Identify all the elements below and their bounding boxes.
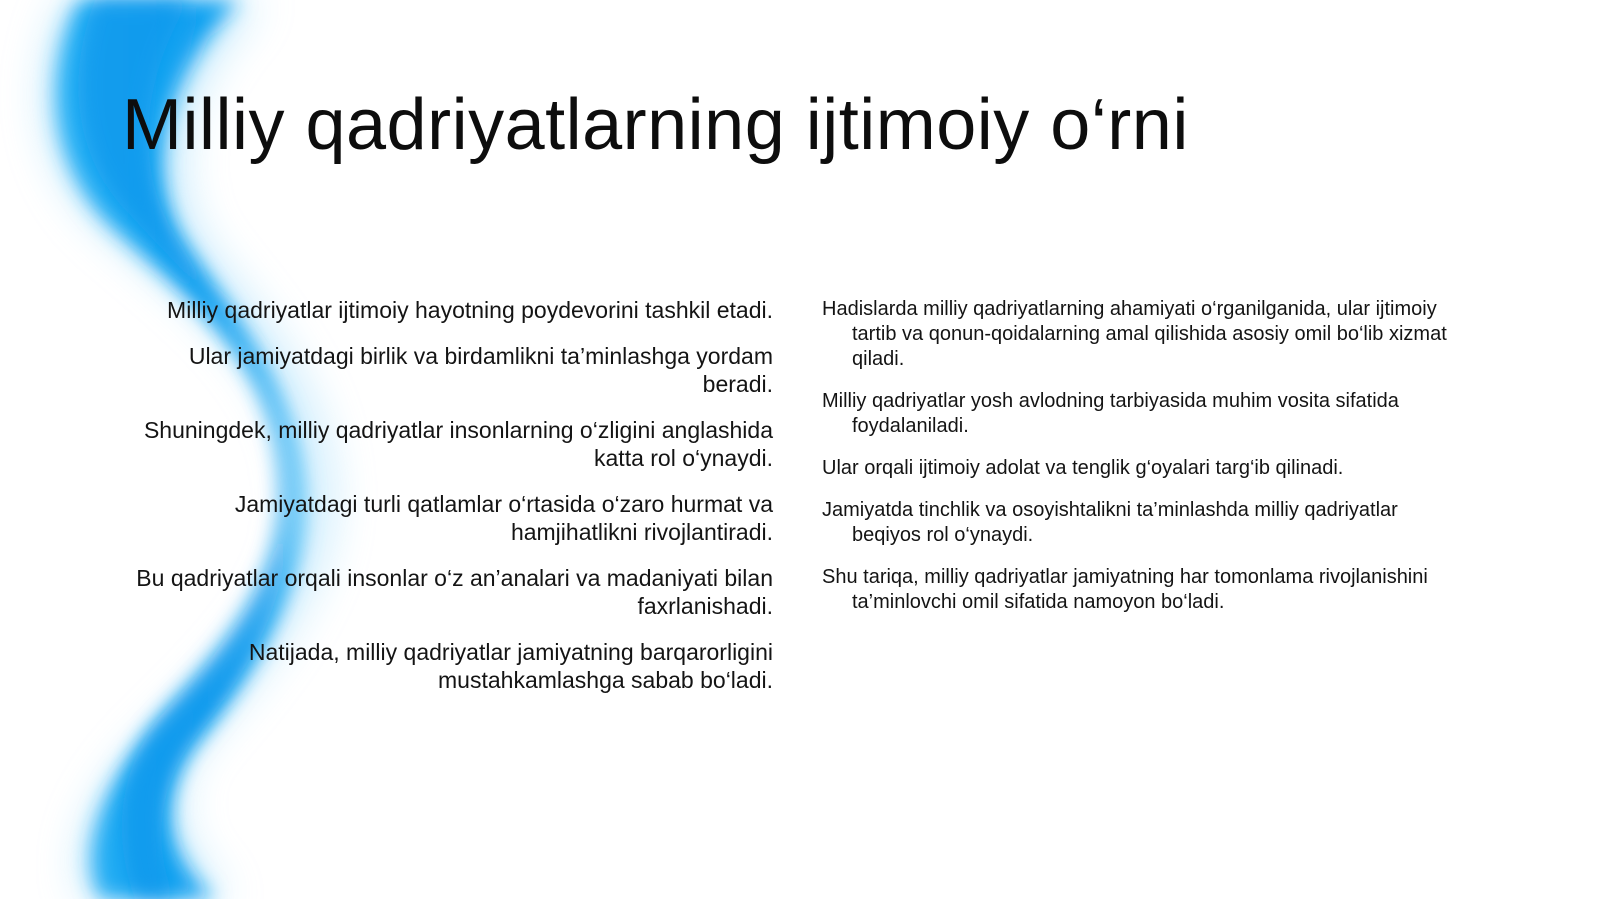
right-bullet-column [822, 297, 1462, 632]
right-bullet-item: Ular orqali ijtimoiy adolat va tenglik g‘oyalari targ‘ib qilinadi. [822, 457, 1344, 479]
left-bullet-item: Ular jamiyatdagi birlik va birdamlikni ta’minlashga yordam beradi. [188, 343, 773, 397]
slide-title: Milliy qadriyatlarning ijtimoiy o‘rni [122, 85, 1189, 165]
right-bullet-item: Milliy qadriyatlar yosh avlodning tarbiyasida muhim vosita sifatida foydalaniladi. [822, 390, 1399, 437]
right-bullet-item: Jamiyatda tinchlik va osoyishtalikni ta’minlashda milliy qadriyatlar beqiyos rol o‘ynaydi. [822, 499, 1398, 546]
left-bullet-item: Natijada, milliy qadriyatlar jamiyatning barqarorligini mustahkamlashga sabab bo‘ladi. [248, 639, 773, 693]
left-bullet-item: Shuningdek, milliy qadriyatlar insonlarning o‘zligini anglashida katta rol o‘ynaydi. [143, 417, 773, 471]
right-bullet-item: Shu tariqa, milliy qadriyatlar jamiyatning har tomonlama rivojlanishini ta’minlovchi omil sifatida namoyon bo‘ladi. [822, 566, 1428, 613]
left-bullet-column [130, 296, 773, 712]
right-bullet-item: Hadislarda milliy qadriyatlarning ahamiyati o‘rganilganida, ular ijtimoiy tartib va qonun-qoidalarning amal qilishida asosiy omil bo‘lib xizmat qiladi. [822, 298, 1447, 370]
left-bullet-item: Bu qadriyatlar orqali insonlar o‘z an’analari va madaniyati bilan faxrlanishadi. [136, 565, 773, 619]
left-bullet-item: Jamiyatdagi turli qatlamlar o‘rtasida o‘zaro hurmat va hamjihatlikni rivojlantiradi. [234, 491, 773, 545]
left-bullet-item: Milliy qadriyatlar ijtimoiy hayotning poydevorini tashkil etadi. [167, 297, 773, 323]
